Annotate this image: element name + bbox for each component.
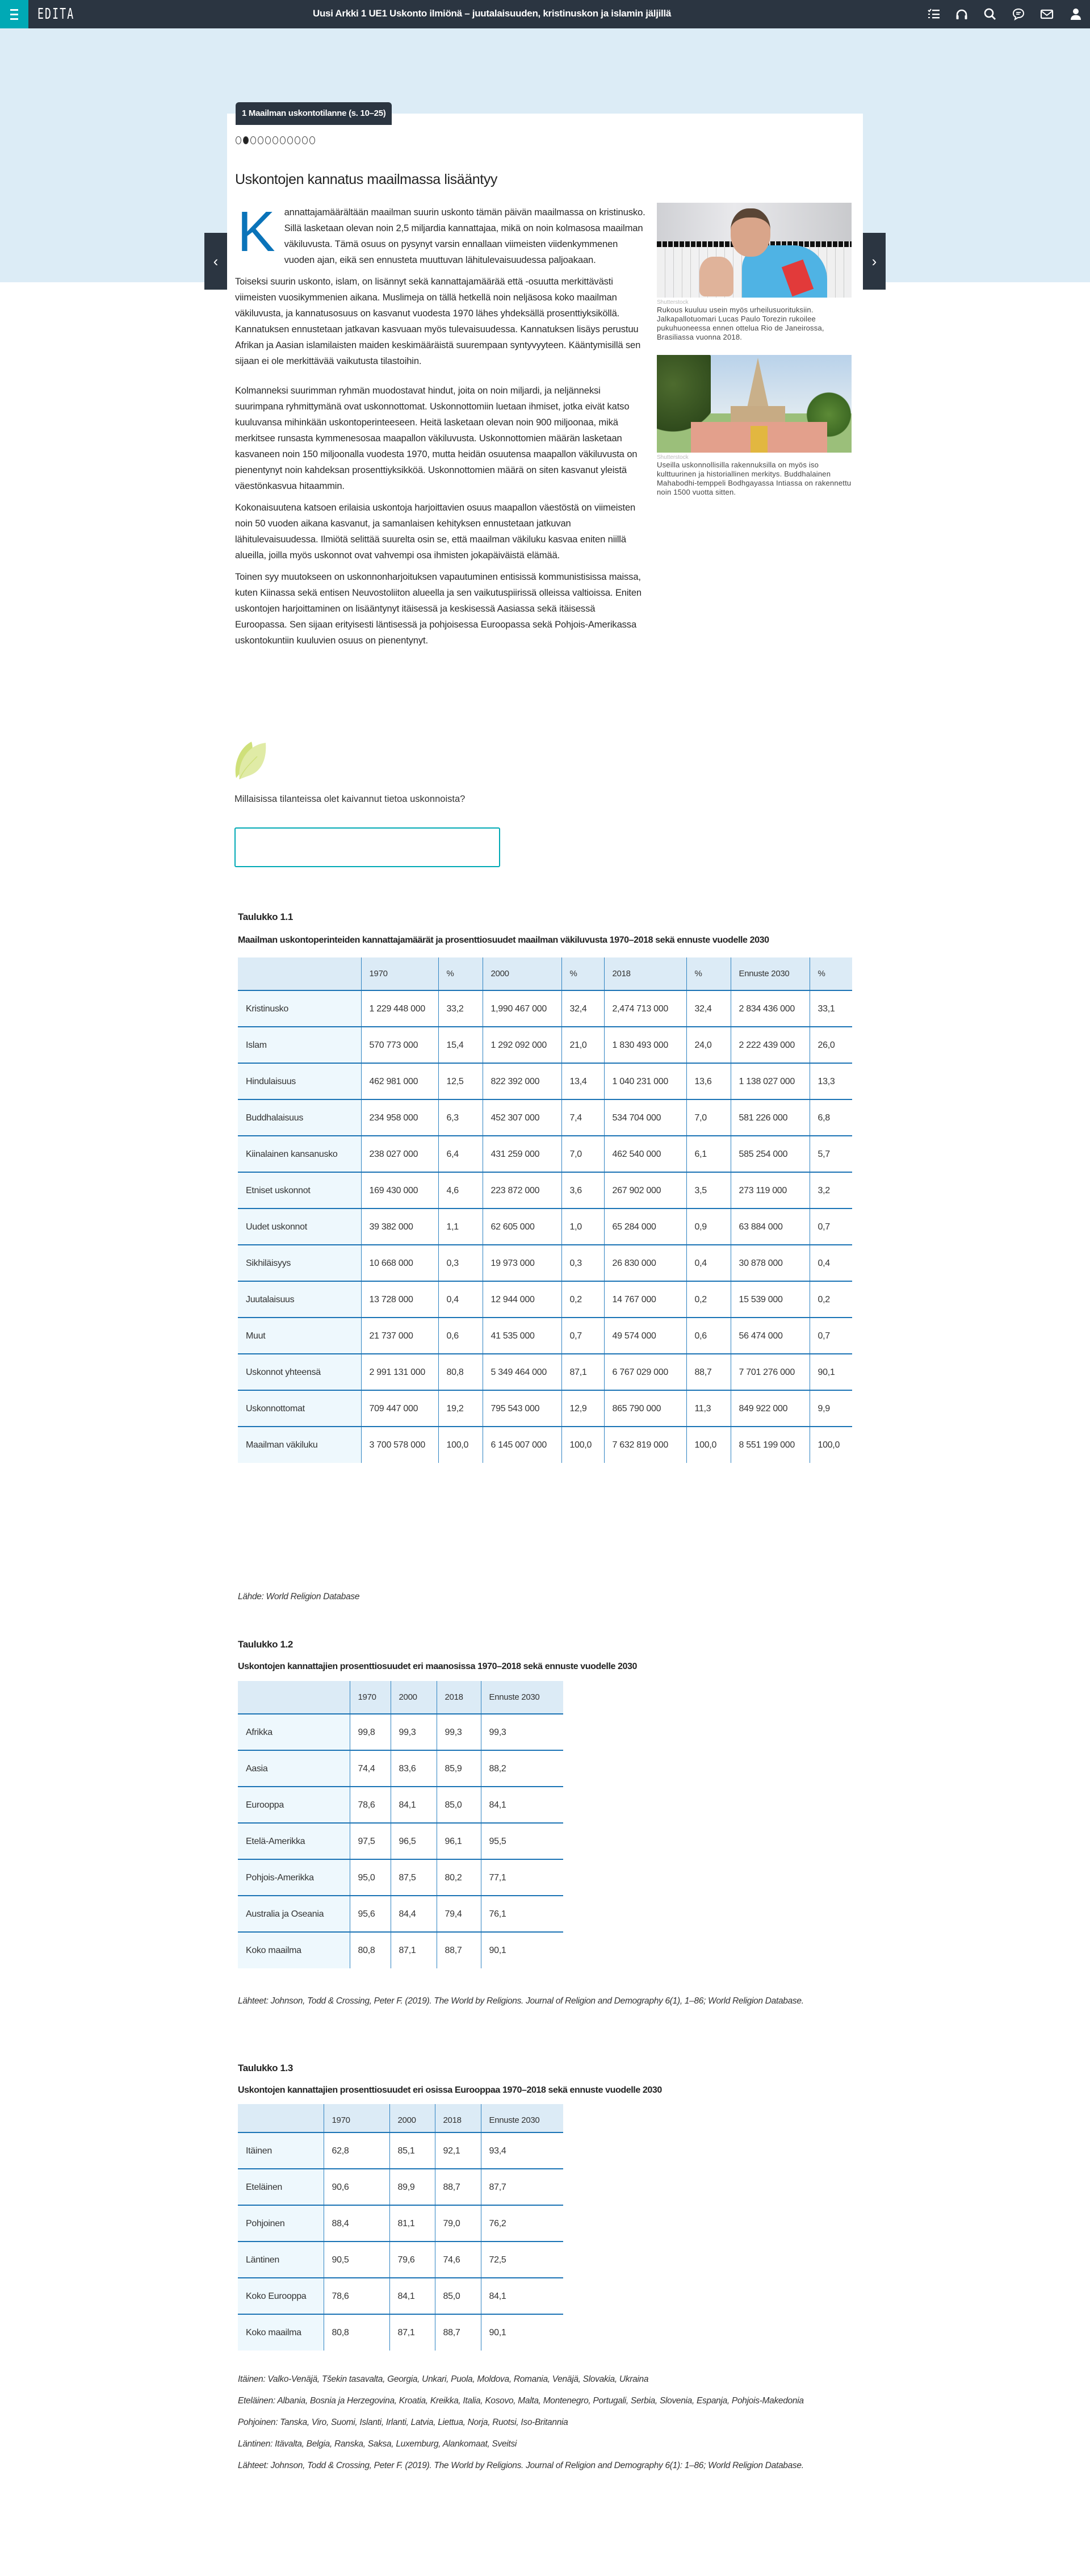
table-row [238, 2169, 563, 2205]
chevron-right-icon: › [871, 252, 877, 270]
table-row [238, 2205, 563, 2242]
table-cell: 11,3 [686, 1390, 731, 1427]
table-cell: 14 767 000 [604, 1281, 686, 1318]
row-label: Maailman väkiluku [238, 1427, 361, 1463]
row-label: Islam [238, 1027, 361, 1063]
table-cell: 32,4 [561, 990, 604, 1027]
table-row [238, 1896, 563, 1932]
column-header: 1970 [324, 2104, 389, 2132]
europe-table [238, 2104, 563, 2351]
table-note: Läntinen: Itävalta, Belgia, Ranska, Saksa, Luxemburg, Alankomaat, Sveitsi [238, 2439, 517, 2449]
page-dot[interactable] [265, 136, 271, 144]
mahabodhi-temple-photo[interactable] [657, 355, 852, 453]
table-cell: 234 958 000 [361, 1099, 438, 1136]
table-cell: 0,4 [686, 1245, 731, 1281]
page-dot[interactable] [302, 136, 308, 144]
table-cell: 15 539 000 [731, 1281, 810, 1318]
page-dot[interactable] [258, 136, 263, 144]
row-label: Afrikka [238, 1714, 350, 1750]
table-title: Maailman uskontoperinteiden kannattajamäärät ja prosenttiosuudet maailman väkiluvusta 1970–2018 sekä ennuste vuodelle 2030 [238, 935, 769, 945]
column-header: % [686, 957, 731, 990]
image-caption: Useilla uskonnollisilla rakennuksilla on myös iso kulttuurinen ja historiallinen merkitys. Buddhalainen Mahabodhi-temppeli Bodhgayassa Intiassa on rakennettu noin 1500 vuotta sitten. [657, 461, 852, 496]
table-label: Taulukko 1.1 [238, 911, 293, 922]
table-cell: 90,1 [810, 1354, 852, 1390]
table-cell: 88,7 [686, 1354, 731, 1390]
table-cell: 585 254 000 [731, 1136, 810, 1172]
table-cell: 19 973 000 [483, 1245, 561, 1281]
paragraph: Kannattajamäärältään maailman suurin uskonto tämän päivän maailmassa on kristinusko. Sillä lasketaan olevan noin 2,5 miljardia kannattajaa, mikä on noin kolmasosa maailman väkiluvusta. Tämä osuus on pysynyt varsin ennallaan viimeisten viidenkymmenen vuoden ajan, eikä sen ennusteta muuttuvan lähitulevaisuudessa paljoakaan. [237, 200, 645, 265]
table-cell: 80,8 [438, 1354, 483, 1390]
table-cell: 62,8 [324, 2132, 389, 2169]
column-header: 2018 [437, 1681, 481, 1714]
table-cell: 865 790 000 [604, 1390, 686, 1427]
table-note: Lähteet: Johnson, Todd & Crossing, Peter F. (2019). The World by Religions. Journal of Religion and Demography 6(1): 1–86; World Religion Database. [238, 2461, 804, 2470]
column-header: 1970 [350, 1681, 391, 1714]
row-label: Itäinen [238, 2132, 324, 2169]
column-header: Ennuste 2030 [481, 2104, 563, 2132]
table-cell: 462 540 000 [604, 1136, 686, 1172]
drop-cap: K [237, 200, 275, 264]
table-cell: 462 981 000 [361, 1063, 438, 1099]
figure-referee [657, 203, 852, 342]
table-cell: 99,8 [350, 1714, 391, 1750]
table-cell: 90,1 [481, 2314, 563, 2351]
table-cell: 10 668 000 [361, 1245, 438, 1281]
mail-icon[interactable] [1039, 7, 1054, 22]
row-label: Etelä-Amerikka [238, 1823, 350, 1859]
row-label: Koko Eurooppa [238, 2278, 324, 2314]
table-row [238, 1354, 852, 1390]
column-header [238, 2104, 324, 2132]
next-page-button[interactable] [863, 233, 886, 290]
table-cell: 0,9 [686, 1208, 731, 1245]
table-cell: 32,4 [686, 990, 731, 1027]
table-cell: 0,6 [438, 1318, 483, 1354]
table-cell: 84,1 [389, 2278, 435, 2314]
table-cell: 90,6 [324, 2169, 389, 2205]
table-cell: 849 922 000 [731, 1390, 810, 1427]
table-cell: 273 119 000 [731, 1172, 810, 1208]
tasks-icon[interactable] [927, 7, 941, 22]
headphones-icon[interactable] [954, 7, 969, 22]
table-cell: 7,0 [561, 1136, 604, 1172]
table-cell: 79,4 [437, 1896, 481, 1932]
table-row [238, 1427, 852, 1463]
table-cell: 0,7 [561, 1318, 604, 1354]
row-label: Australia ja Oseania [238, 1896, 350, 1932]
table-cell: 581 226 000 [731, 1099, 810, 1136]
table-cell: 93,4 [481, 2132, 563, 2169]
table-source: Lähteet: Johnson, Todd & Crossing, Peter F. (2019). The World by Religions. Journal of Religion and Demography 6(1), 1–86; World Religion Database. [238, 1996, 804, 2006]
table-title: Uskontojen kannattajien prosenttiosuudet eri maanosissa 1970–2018 sekä ennuste vuodelle 2030 [238, 1662, 638, 1671]
table-cell: 534 704 000 [604, 1099, 686, 1136]
table-cell: 49 574 000 [604, 1318, 686, 1354]
table-row [238, 1714, 563, 1750]
edita-logo: EDITA [37, 6, 75, 23]
table-cell: 56 474 000 [731, 1318, 810, 1354]
table-row [238, 1063, 852, 1099]
row-label: Buddhalaisuus [238, 1099, 361, 1136]
column-header: 2018 [604, 957, 686, 990]
column-header: 2000 [483, 957, 561, 990]
table-cell: 80,8 [350, 1932, 391, 1968]
table-cell: 13,6 [686, 1063, 731, 1099]
table-cell: 431 259 000 [483, 1136, 561, 1172]
table-cell: 3,5 [686, 1172, 731, 1208]
table-cell: 80,2 [437, 1859, 481, 1896]
previous-page-button[interactable] [204, 233, 227, 290]
column-header [238, 957, 361, 990]
row-label: Aasia [238, 1750, 350, 1787]
table-cell: 822 392 000 [483, 1063, 561, 1099]
table-cell: 1,0 [561, 1208, 604, 1245]
table-cell: 1 292 092 000 [483, 1027, 561, 1063]
table-row [238, 1932, 563, 1968]
table-cell: 85,0 [435, 2278, 481, 2314]
table-label: Taulukko 1.3 [238, 2063, 293, 2073]
table-row [238, 1099, 852, 1136]
table-cell: 89,9 [389, 2169, 435, 2205]
table-cell: 570 773 000 [361, 1027, 438, 1063]
column-header: Ennuste 2030 [731, 957, 810, 990]
table-cell: 78,6 [350, 1787, 391, 1823]
table-row [238, 2314, 563, 2351]
table-row [238, 1750, 563, 1787]
table-cell: 12,5 [438, 1063, 483, 1099]
row-label: Uskonnottomat [238, 1390, 361, 1427]
table-cell: 76,1 [481, 1896, 563, 1932]
table-cell: 78,6 [324, 2278, 389, 2314]
row-label: Kiinalainen kansanusko [238, 1136, 361, 1172]
table-note: Itäinen: Valko-Venäjä, Tšekin tasavalta, Georgia, Unkari, Puola, Moldova, Romania, Venäjä, Slovakia, Ukraina [238, 2374, 649, 2384]
table-cell: 13,3 [810, 1063, 852, 1099]
table-title: Uskontojen kannattajien prosenttiosuudet eri osissa Eurooppaa 1970–2018 sekä ennuste vuodelle 2030 [238, 2085, 662, 2095]
page-dot[interactable] [287, 136, 293, 144]
table-cell: 795 543 000 [483, 1390, 561, 1427]
table-cell: 2 222 439 000 [731, 1027, 810, 1063]
column-header: 2000 [391, 1681, 437, 1714]
table-cell: 84,1 [481, 2278, 563, 2314]
table-cell: 74,6 [435, 2242, 481, 2278]
chapter-tab[interactable]: 1 Maailman uskontotilanne (s. 10–25) [236, 102, 392, 125]
table-cell: 85,0 [437, 1787, 481, 1823]
table-cell: 13,4 [561, 1063, 604, 1099]
row-label: Koko maailma [238, 2314, 324, 2351]
page-indicator [236, 136, 315, 144]
table-cell: 99,3 [437, 1714, 481, 1750]
chat-icon[interactable] [1011, 7, 1026, 22]
table-cell: 92,1 [435, 2132, 481, 2169]
table-cell: 41 535 000 [483, 1318, 561, 1354]
column-header: % [810, 957, 852, 990]
table-cell: 76,2 [481, 2205, 563, 2242]
table-row [238, 1208, 852, 1245]
table-cell: 97,5 [350, 1823, 391, 1859]
column-header: % [438, 957, 483, 990]
image-credit: Shutterstock [657, 454, 689, 461]
table-header-row [238, 1681, 563, 1714]
table-row [238, 2132, 563, 2169]
page-dot[interactable] [309, 136, 315, 144]
table-cell: 1,1 [438, 1208, 483, 1245]
table-cell: 452 307 000 [483, 1099, 561, 1136]
table-cell: 87,5 [391, 1859, 437, 1896]
row-label: Kristinusko [238, 990, 361, 1027]
table-cell: 238 027 000 [361, 1136, 438, 1172]
row-label: Etniset uskonnot [238, 1172, 361, 1208]
table-cell: 79,6 [389, 2242, 435, 2278]
table-cell: 267 902 000 [604, 1172, 686, 1208]
table-cell: 2 991 131 000 [361, 1354, 438, 1390]
table-cell: 7,0 [686, 1099, 731, 1136]
table-cell: 88,2 [481, 1750, 563, 1787]
table-cell: 88,7 [435, 2314, 481, 2351]
table-header-row [238, 2104, 563, 2132]
table-cell: 100,0 [810, 1427, 852, 1463]
table-cell: 6 767 029 000 [604, 1354, 686, 1390]
paragraph: Toiseksi suurin uskonto, islam, on lisännyt sekä kannattajamäärää että -osuutta merkittävästi viimeisten vuosikymmenien aikana. Muslimeja on tällä hetkellä noin neljäsosa koko maailman väkiluvusta, ja kannatusosuus on kasvanut vuodesta 1970 lähes yhdeksällä prosenttiyksiköllä. Kannatuksen ennustetaan jatkavan kasvuaan myös tulevaisuudessa. Kannatuksen lisäys perustuu Afrikan ja Aasian islamilaisten maiden keskimääräistä suurempaan syntyvyyteen. Kääntymisillä sen sijaan ei ole merkittävää vaikutusta tilastoihin. [235, 276, 641, 366]
table-cell: 223 872 000 [483, 1172, 561, 1208]
table-cell: 0,4 [810, 1245, 852, 1281]
page-dot[interactable] [243, 136, 249, 144]
continents-table [238, 1681, 563, 1968]
table-cell: 90,5 [324, 2242, 389, 2278]
table-cell: 63 884 000 [731, 1208, 810, 1245]
table-cell: 3,2 [810, 1172, 852, 1208]
table-label: Taulukko 1.2 [238, 1639, 293, 1650]
table-cell: 39 382 000 [361, 1208, 438, 1245]
table-cell: 0,3 [561, 1245, 604, 1281]
image-credit: Shutterstock [657, 299, 689, 306]
table-cell: 62 605 000 [483, 1208, 561, 1245]
table-cell: 4,6 [438, 1172, 483, 1208]
table-cell: 2,474 713 000 [604, 990, 686, 1027]
table-cell: 0,2 [810, 1281, 852, 1318]
table-cell: 88,7 [435, 2169, 481, 2205]
table-cell: 65 284 000 [604, 1208, 686, 1245]
table-cell: 1 229 448 000 [361, 990, 438, 1027]
page-dot[interactable] [295, 136, 300, 144]
table-cell: 33,2 [438, 990, 483, 1027]
column-header [238, 1681, 350, 1714]
table-cell: 9,9 [810, 1390, 852, 1427]
table-cell: 2 834 436 000 [731, 990, 810, 1027]
article-body [235, 200, 646, 654]
table-cell: 96,5 [391, 1823, 437, 1859]
table-row [238, 1281, 852, 1318]
leaf-icon [234, 739, 269, 780]
table-cell: 12 944 000 [483, 1281, 561, 1318]
row-label: Eteläinen [238, 2169, 324, 2205]
table-cell: 84,1 [481, 1787, 563, 1823]
page-dot[interactable] [250, 136, 256, 144]
table-cell: 1 040 231 000 [604, 1063, 686, 1099]
table-row [238, 990, 852, 1027]
table-cell: 79,0 [435, 2205, 481, 2242]
column-header: 1970 [361, 957, 438, 990]
row-label: Juutalaisuus [238, 1281, 361, 1318]
column-header: 2000 [389, 2104, 435, 2132]
table-cell: 15,4 [438, 1027, 483, 1063]
table-cell: 72,5 [481, 2242, 563, 2278]
answer-input[interactable] [234, 827, 500, 867]
column-header: 2018 [435, 2104, 481, 2132]
row-label: Koko maailma [238, 1932, 350, 1968]
table-row [238, 2278, 563, 2314]
chevron-left-icon: ‹ [213, 252, 219, 270]
search-icon[interactable] [983, 7, 997, 22]
table-cell: 1 138 027 000 [731, 1063, 810, 1099]
table-cell: 21 737 000 [361, 1318, 438, 1354]
article-title: Uskontojen kannatus maailmassa lisääntyy [235, 172, 498, 187]
column-header: Ennuste 2030 [481, 1681, 563, 1714]
table-cell: 99,3 [481, 1714, 563, 1750]
table-row [238, 1859, 563, 1896]
user-icon[interactable] [1068, 7, 1083, 22]
paragraph: Kolmanneksi suurimman ryhmän muodostavat hindut, joita on noin miljardi, ja neljänneksi suurimpana ryhmittymänä ovat uskonnottomat. Uskonnottomiin luetaan ihmiset, jotka eivät katso kuuluvansa mihinkään uskontoperinteeseen. Heitä lasketaan olevan noin 900 miljoonaa, mikä merkitsee runsasta kymmenesosaa maapallon väkiluvusta. Uskonnottomien määrän lasketaan kasvaneen noin 150 miljoonalla vuodesta 1970, mutta heidän osuutensa maapallon väkiluvusta on pienentynyt noin kahdeksan prosenttiyksikköä. Uskonnottomien määrä on siten kasvanut yleistä väestönkasvua hitaammin. [235, 385, 638, 491]
table-cell: 1,990 467 000 [483, 990, 561, 1027]
paragraph: Toinen syy muutokseen on uskonnonharjoituksen vapautuminen entisissä kommunistisissa maissa, kuten Kiinassa sekä entisen Neuvostoliiton alueella ja sen vaikutuspiirissä olleissa valtioissa. Eniten uskontojen harjoittaminen on lisääntynyt itäisessä ja keskisessä Aasiassa sekä itäisessä Euroopassa. Sen sijaan erityisesti läntisessä ja pohjoisessa Euroopassa sekä Pohjois-Amerikassa uskontokuntiin kuuluvien osuus on pienentynyt. [235, 571, 642, 646]
table-row [238, 1172, 852, 1208]
table-note: Pohjoinen: Tanska, Viro, Suomi, Islanti, Irlanti, Latvia, Liettua, Norja, Ruotsi, Iso-Britannia [238, 2418, 568, 2427]
table-cell: 33,1 [810, 990, 852, 1027]
table-cell: 169 430 000 [361, 1172, 438, 1208]
table-cell: 26 830 000 [604, 1245, 686, 1281]
table-cell: 100,0 [438, 1427, 483, 1463]
paragraph: Kokonaisuutena katsoen erilaisia uskontoja harjoittavien osuus maapallon väestöstä on viimeisten noin 50 vuoden aikana kasvanut, ja samanlaisen kehityksen ennustetaan jatkuvan lähitulevaisuudessa. Ilmiötä selittää suurelta osin se, että maailman väkiluku kasvaa eniten niillä alueilla, joilla myös uskonnot ovat vahvempi osa ihmisten jokapäiväistä elämää. [235, 502, 636, 561]
table-cell: 0,7 [810, 1208, 852, 1245]
row-label: Muut [238, 1318, 361, 1354]
table-cell: 0,3 [438, 1245, 483, 1281]
table-note: Eteläinen: Albania, Bosnia ja Herzegovina, Kroatia, Kreikka, Italia, Kosovo, Malta, Montenegro, Portugali, Serbia, Slovenia, Espanja, Pohjois-Makedonia [238, 2396, 804, 2406]
table-cell: 13 728 000 [361, 1281, 438, 1318]
table-cell: 6,3 [438, 1099, 483, 1136]
table-cell: 87,1 [561, 1354, 604, 1390]
table-cell: 100,0 [561, 1427, 604, 1463]
table-row [238, 1027, 852, 1063]
table-row [238, 1823, 563, 1859]
table-row [238, 1787, 563, 1823]
table-cell: 6,8 [810, 1099, 852, 1136]
table-row [238, 1245, 852, 1281]
table-row [238, 1136, 852, 1172]
table-row [238, 1318, 852, 1354]
table-cell: 77,1 [481, 1859, 563, 1896]
religions-table [238, 957, 852, 1463]
referee-praying-photo[interactable] [657, 203, 852, 298]
table-cell: 99,3 [391, 1714, 437, 1750]
table-cell: 12,9 [561, 1390, 604, 1427]
table-cell: 85,1 [389, 2132, 435, 2169]
table-cell: 6 145 007 000 [483, 1427, 561, 1463]
table-cell: 6,4 [438, 1136, 483, 1172]
table-cell: 95,6 [350, 1896, 391, 1932]
table-cell: 0,2 [686, 1281, 731, 1318]
table-cell: 81,1 [389, 2205, 435, 2242]
table-cell: 30 878 000 [731, 1245, 810, 1281]
table-cell: 0,6 [686, 1318, 731, 1354]
table-cell: 100,0 [686, 1427, 731, 1463]
table-header-row [238, 957, 852, 990]
table-cell: 87,1 [391, 1932, 437, 1968]
table-cell: 709 447 000 [361, 1390, 438, 1427]
table-cell: 74,4 [350, 1750, 391, 1787]
task-question: Millaisissa tilanteissa olet kaivannut tietoa uskonnoista? [234, 794, 466, 804]
table-source: Lähde: World Religion Database [238, 1592, 360, 1601]
table-cell: 0,2 [561, 1281, 604, 1318]
table-cell: 87,1 [389, 2314, 435, 2351]
table-cell: 24,0 [686, 1027, 731, 1063]
table-cell: 85,9 [437, 1750, 481, 1787]
row-label: Uudet uskonnot [238, 1208, 361, 1245]
table-cell: 88,4 [324, 2205, 389, 2242]
figure-temple [657, 355, 852, 497]
table-cell: 5 349 464 000 [483, 1354, 561, 1390]
app-title: Uusi Arkki 1 UE1 Uskonto ilmiönä – juutalaisuuden, kristinuskon ja islamin jäljillä [313, 8, 672, 19]
table-cell: 6,1 [686, 1136, 731, 1172]
table-cell: 87,7 [481, 2169, 563, 2205]
table-cell: 83,6 [391, 1750, 437, 1787]
page-dot[interactable] [236, 136, 241, 144]
row-label: Pohjois-Amerikka [238, 1859, 350, 1896]
table-notes [238, 2372, 828, 2479]
table-cell: 96,1 [437, 1823, 481, 1859]
top-bar [0, 0, 1090, 28]
table-cell: 0,4 [438, 1281, 483, 1318]
table-cell: 84,4 [391, 1896, 437, 1932]
table-cell: 90,1 [481, 1932, 563, 1968]
table-cell: 21,0 [561, 1027, 604, 1063]
table-cell: 80,8 [324, 2314, 389, 2351]
row-label: Pohjoinen [238, 2205, 324, 2242]
row-label: Läntinen [238, 2242, 324, 2278]
row-label: Uskonnot yhteensä [238, 1354, 361, 1390]
table-cell: 95,5 [481, 1823, 563, 1859]
hamburger-menu-button[interactable] [0, 0, 28, 28]
page-dot[interactable] [280, 136, 286, 144]
table-row [238, 2242, 563, 2278]
row-label: Hindulaisuus [238, 1063, 361, 1099]
table-cell: 5,7 [810, 1136, 852, 1172]
table-cell: 26,0 [810, 1027, 852, 1063]
table-cell: 7 701 276 000 [731, 1354, 810, 1390]
table-cell: 3,6 [561, 1172, 604, 1208]
page-dot[interactable] [272, 136, 278, 144]
table-cell: 19,2 [438, 1390, 483, 1427]
table-cell: 8 551 199 000 [731, 1427, 810, 1463]
column-header: % [561, 957, 604, 990]
row-label: Eurooppa [238, 1787, 350, 1823]
table-cell: 7 632 819 000 [604, 1427, 686, 1463]
table-cell: 0,7 [810, 1318, 852, 1354]
table-cell: 88,7 [437, 1932, 481, 1968]
table-cell: 84,1 [391, 1787, 437, 1823]
table-row [238, 1390, 852, 1427]
table-cell: 1 830 493 000 [604, 1027, 686, 1063]
row-label: Sikhiläisyys [238, 1245, 361, 1281]
table-cell: 3 700 578 000 [361, 1427, 438, 1463]
table-cell: 95,0 [350, 1859, 391, 1896]
image-caption: Rukous kuuluu usein myös urheilusuorituksiin. Jalkapallotuomari Lucas Paulo Torezin rukoilee pukuhuoneessa ennen ottelua Rio de Janeirossa, Brasiliassa vuonna 2018. [657, 306, 824, 341]
table-cell: 7,4 [561, 1099, 604, 1136]
